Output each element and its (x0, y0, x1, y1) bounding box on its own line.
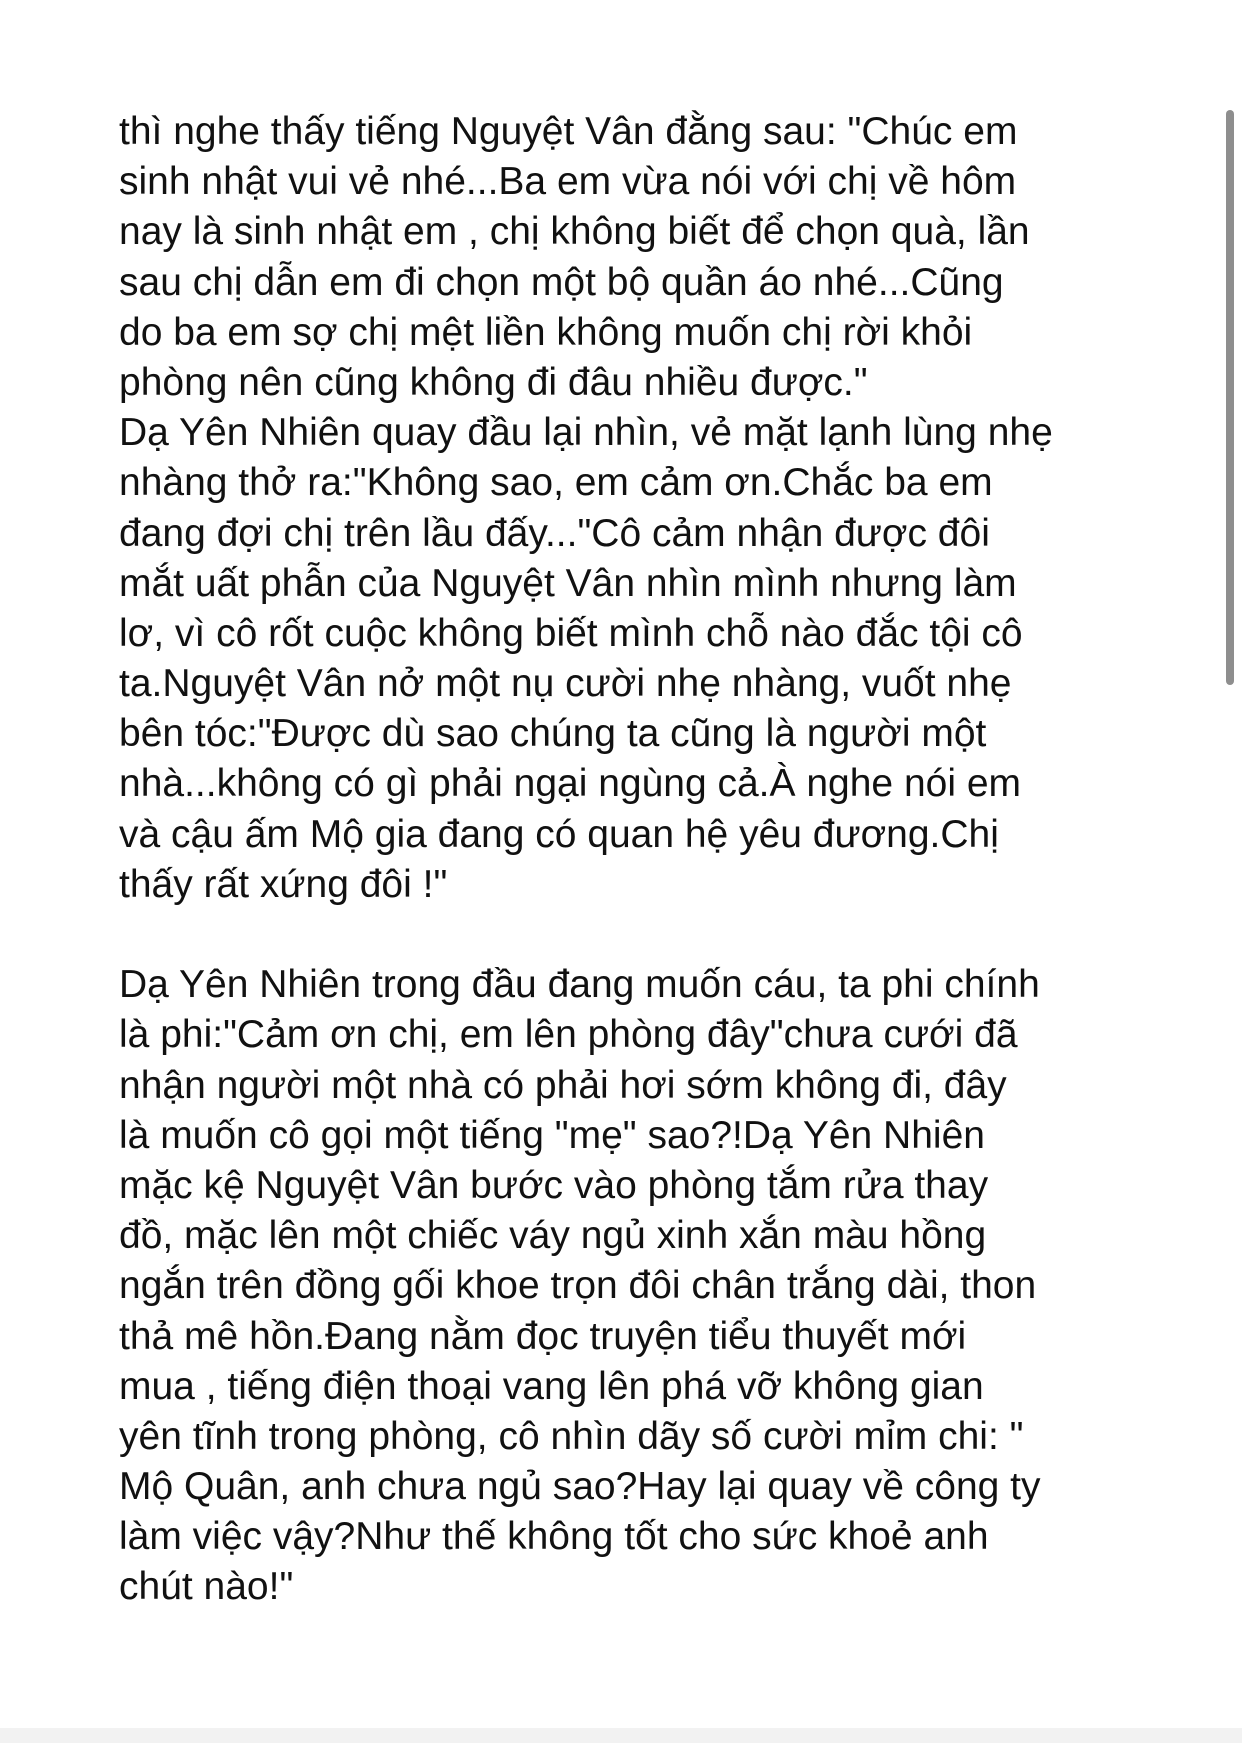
text-line-25: thả mê hồn.Đang nằm đọc truyện tiểu thuyết mới (119, 1314, 967, 1358)
bottom-edge (0, 1728, 1242, 1743)
text-line-12: ta.Nguyệt Vân nở một nụ cười nhẹ nhàng, vuốt nhẹ (119, 662, 1012, 706)
text-line-30: chút nào!" (119, 1565, 294, 1609)
text-line-15: và cậu ấm Mộ gia đang có quan hệ yêu đương.Chị (119, 812, 999, 856)
text-line-20: nhận người một nhà có phải hơi sớm không đi, đây (119, 1063, 1007, 1107)
text-line-10: mắt uất phẫn của Nguyệt Vân nhìn mình nhưng làm (119, 561, 1017, 605)
text-line-16: thấy rất xứng đôi !" (119, 862, 448, 906)
text-line-1: thì nghe thấy tiếng Nguyệt Vân đằng sau: "Chúc em (119, 110, 1018, 153)
text-line-7: Dạ Yên Nhiên quay đầu lại nhìn, vẻ mặt lạnh lùng nhẹ (119, 411, 1053, 455)
text-line-14: nhà...không có gì phải ngại ngùng cả.À nghe nói em (119, 762, 1022, 806)
scrollbar-thumb[interactable] (1226, 110, 1234, 685)
text-line-13: bên tóc:"Được dù sao chúng ta cũng là người một (119, 712, 987, 756)
text-line-18: Dạ Yên Nhiên trong đầu đang muốn cáu, ta phi chính (119, 963, 1040, 1007)
text-line-24: ngắn trên đồng gối khoe trọn đôi chân trắng dài, thon (119, 1264, 1037, 1308)
text-line-5: do ba em sợ chị mệt liền không muốn chị rời khỏi (119, 310, 973, 354)
text-line-9: đang đợi chị trên lầu đấy..."Cô cảm nhận được đôi (119, 511, 990, 555)
text-line-22: mặc kệ Nguyệt Vân bước vào phòng tắm rửa thay (119, 1163, 989, 1207)
text-line-27: yên tĩnh trong phòng, cô nhìn dãy số cười mỉm chi: " (119, 1414, 1024, 1458)
text-line-3: nay là sinh nhật em , chị không biết để chọn quà, lần (119, 210, 1030, 254)
text-line-23: đồ, mặc lên một chiếc váy ngủ xinh xắn màu hồng (119, 1214, 987, 1258)
text-line-2: sinh nhật vui vẻ nhé...Ba em vừa nói với chị về hôm (119, 160, 1017, 204)
text-line-26: mua , tiếng điện thoại vang lên phá vỡ không gian (119, 1364, 984, 1408)
text-line-11: lơ, vì cô rốt cuộc không biết mình chỗ nào đắc tội cô (119, 611, 1023, 655)
text-line-4: sau chị dẫn em đi chọn một bộ quần áo nhé...Cũng (119, 260, 1004, 304)
text-line-21: là muốn cô gọi một tiếng "mẹ" sao?!Dạ Yên Nhiên (119, 1113, 985, 1157)
paragraph-break (119, 910, 1129, 960)
text-line-29: làm việc vậy?Như thế không tốt cho sức khoẻ anh (119, 1515, 989, 1559)
text-line-6: phòng nên cũng không đi đâu nhiều được." (119, 360, 868, 404)
text-line-19: là phi:"Cảm ơn chị, em lên phòng đây"chưa cưới đã (119, 1013, 1018, 1057)
text-line-28: Mộ Quân, anh chưa ngủ sao?Hay lại quay về công ty (119, 1465, 1041, 1509)
text-line-8: nhàng thở ra:"Không sao, em cảm ơn.Chắc ba em (119, 461, 993, 505)
story-text (119, 107, 1129, 1613)
